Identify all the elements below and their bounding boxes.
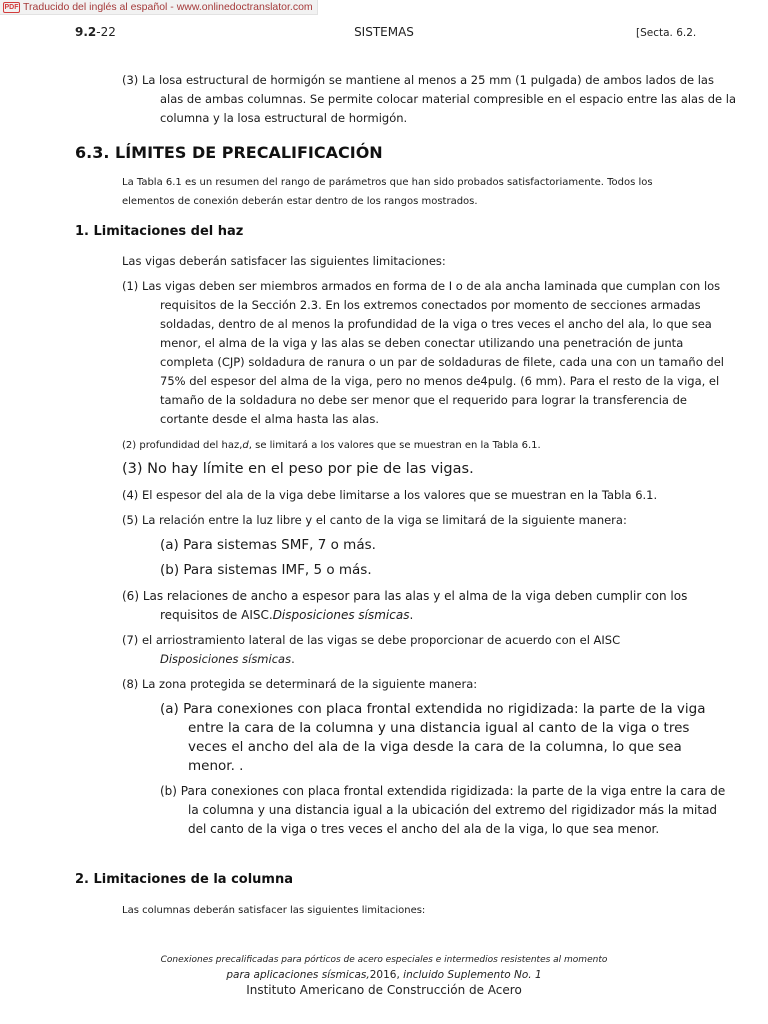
beam-item-4: (4) El espesor del ala de la viga debe limitarse a los valores que se muestran en la Tabla 6.1. xyxy=(122,488,658,502)
beam-item-6 xyxy=(122,587,732,625)
page-number-rest: -22 xyxy=(96,25,116,39)
footer-edition-c: incluido Suplemento No. 1 xyxy=(403,969,542,981)
beam-item-5b: (b) Para sistemas IMF, 5 o más. xyxy=(160,562,372,578)
beam-item-8b: (b) Para conexiones con placa frontal extendida rigidizada: la parte de la viga entre la cara de la columna y una distancia igual a la ubicación del extremo del rigidizador más la mitad del canto de la viga o tres veces el ancho del ala de la viga, lo que sea menor. xyxy=(160,784,726,836)
beam-item-3: (3) No hay límite en el peso por pie de las vigas. xyxy=(122,461,474,477)
subsection-beam-title: 1. Limitaciones del haz xyxy=(75,224,244,239)
translator-banner[interactable] xyxy=(0,0,318,15)
section-title: 6.3. LÍMITES DE PRECALIFICACIÓN xyxy=(75,143,383,162)
beam-item-6-text: (6) Las relaciones de ancho a espesor para las alas y el alma de la viga deben cumplir con los requisitos de AISC. xyxy=(122,589,688,622)
beam-item-7-text: (7) el arriostramiento lateral de las vigas se debe proporcionar de acuerdo con el AISC xyxy=(122,633,621,647)
footer-edition-year: 2016, xyxy=(369,969,404,981)
subsection-beam-intro: Las vigas deberán satisfacer las siguientes limitaciones: xyxy=(122,254,446,268)
subsection-column-intro: Las columnas deberán satisfacer las siguientes limitaciones: xyxy=(122,905,426,916)
banner-text[interactable]: Traducido del inglés al español - www.onlinedoctranslator.com xyxy=(23,1,313,13)
section-intro: La Tabla 6.1 es un resumen del rango de parámetros que han sido probados satisfactoriamente. Todos los elementos de conexión deberán estar dentro de los rangos mostrados. xyxy=(122,177,653,207)
beam-item-7-end: . xyxy=(291,652,295,666)
beam-item-6-end: . xyxy=(409,608,414,622)
running-title: SISTEMAS xyxy=(354,25,414,39)
pdf-icon: PDF xyxy=(4,3,19,11)
beam-item-5: (5) La relación entre la luz libre y el canto de la viga se limitará de la siguiente manera: xyxy=(122,513,627,527)
beam-item-2-text: (2) profundidad del haz, xyxy=(122,440,243,451)
beam-item-8: (8) La zona protegida se determinará de la siguiente manera: xyxy=(122,677,478,691)
beam-item-5a: (a) Para sistemas SMF, 7 o más. xyxy=(160,537,376,553)
beam-item-8a: (a) Para conexiones con placa frontal extendida no rigidizada: la parte de la viga entre la cara de la columna y una distancia igual al canto de la viga o tres veces el ancho del ala de la viga desde la cara de la columna, lo que sea menor. . xyxy=(160,701,706,774)
slab-paragraph: (3) La losa estructural de hormigón se mantiene al menos a 25 mm (1 pulgada) de ambos lados de las alas de ambas columnas. Se permite colocar material compresible en el espacio entre las alas de la columna y la losa estructural de hormigón. xyxy=(122,73,737,125)
beam-item-7-italic: Disposiciones sísmicas xyxy=(160,652,292,666)
beam-item-2-rest: , se limitará a los valores que se muestran en la Tabla 6.1. xyxy=(248,440,541,451)
footer-publication: Conexiones precalificadas para pórticos de acero especiales e intermedios resistentes al momento xyxy=(160,955,608,965)
beam-item-2-var: d xyxy=(242,440,249,451)
footer-edition-a: para aplicaciones sísmicas, xyxy=(226,969,370,981)
beam-item-2 xyxy=(122,436,700,455)
beam-item-1: (1) Las vigas deben ser miembros armados en forma de I o de ala ancha laminada que cumplan con los requisitos de la Sección 2.3. En los extremos conectados por momento de secciones armadas soldadas, dentro de al menos la profundidad de la viga o tres veces el ancho del ala, lo que sea menor, el alma de la viga y las alas se deben conectar utilizando una penetración de junta completa (CJP) soldadura de ranura o un par de soldaduras de filete, cada una con un tamaño del 75% del espesor del alma de la viga, pero no menos de4pulg. (6 mm). Para el resto de la viga, el tamaño de la soldadura no debe ser menor que el requerido para lograr la transferencia de cortante desde el alma hasta las alas. xyxy=(122,279,724,426)
subsection-column-title: 2. Limitaciones de la columna xyxy=(75,872,293,887)
beam-item-7 xyxy=(122,631,680,669)
footer-edition xyxy=(0,969,768,981)
beam-item-6-italic: Disposiciones sísmicas xyxy=(272,608,410,622)
page-number-bold: 9.2 xyxy=(75,25,97,39)
section-reference: [Secta. 6.2. xyxy=(636,27,697,39)
footer-publisher: Instituto Americano de Construcción de Acero xyxy=(246,983,522,997)
